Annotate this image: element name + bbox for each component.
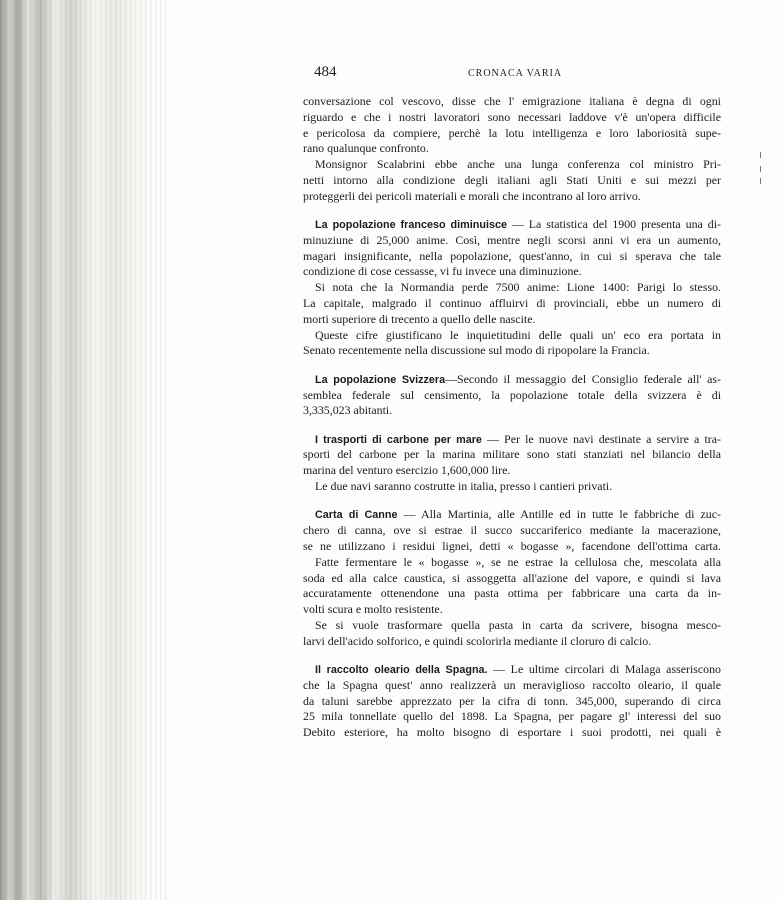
news-item <box>303 507 721 649</box>
text-line: magari insignificante, nella popolazione, quest'anno, in cui si sperava che tale <box>303 248 721 263</box>
book-binding-gutter <box>0 0 170 900</box>
text-line: Queste cifre giustificano le inquietitudini delle quali un' eco era portata in <box>315 327 721 342</box>
text-line: condizione di cose cessasse, vi fu invece una diminuzione. <box>303 264 582 279</box>
text-line: riguardo e che i nostri lavoratori sono necessari laddove v'è un'opera difficile <box>303 109 721 124</box>
section-heading: Carta di Canne <box>315 509 398 522</box>
text-run: —Secondo il messaggio del Consiglio federale all' as- <box>445 371 722 386</box>
text-line: Fatte fermentare le « bogasse », se ne estrae la cellulosa che, mescolata alla <box>315 554 721 569</box>
text-line: marina del venturo esercizio 1,600,000 lire. <box>303 463 511 478</box>
text-line <box>303 662 721 678</box>
text-line: conversazione col vescovo, disse che l' emigrazione italiana è degna di ogni <box>303 94 721 108</box>
section-heading: La popolazione Svizzera <box>315 373 446 386</box>
text-line: sporti del carbone per la marina militare sono stati stanziati nel bilancio della <box>303 447 721 462</box>
text-line: chero di canna, ove si estrae il succo succariferico mediante la macerazione, <box>303 523 721 538</box>
text-line: e pericolosa da compiere, perchè la lotu intelligenza e loro laboriosità supe- <box>303 125 721 140</box>
text-run: — Per le nuove navi destinate a servire a tra- <box>481 431 721 446</box>
news-item <box>303 432 721 495</box>
text-line <box>303 217 721 233</box>
text-line: che la Spagna quest' anno realizzerà un meraviglioso raccolto oleario, il quale <box>303 677 721 692</box>
paragraph <box>303 94 721 157</box>
text-line: La capitale, malgrado il continuo affluirvi di provinciali, ebbe un numero di <box>303 296 721 311</box>
running-title: CRONACA VARIA <box>468 68 563 79</box>
text-line: Se si vuole trasformare quella pasta in carta da scrivere, bisogna mesco- <box>315 617 721 632</box>
margin-marks <box>760 152 764 188</box>
text-line: accuratamente ottenendone una pasta ottima per fabbricare una carta da in- <box>303 586 721 601</box>
news-item <box>303 372 721 419</box>
text-line: da taluni sarebbe apprezzato per la cifra di tonn. 345,000, superando di circa <box>303 693 721 708</box>
text-line: se ne utilizzano i residui lignei, detti « bogasse », facendone dell'ottima carta. <box>303 538 721 553</box>
section-heading: Il raccolto oleario della Spagna. <box>315 664 488 676</box>
text-line: Debito esteriore, ha molto bisogno di esportare i suoi prodotti, nei quali è <box>303 725 721 740</box>
text-line: Le due navi saranno costrutte in italia, presso i cantieri privati. <box>315 479 613 494</box>
text-line: proteggerli dei pericoli materiali e morali che incontrano al loro arrivo. <box>303 188 641 203</box>
text-line: semblea federale sul censimento, la popolazione totale della svizzera è di <box>303 387 721 402</box>
text-line: 25 mila tonnellate quello del 1898. La Spagna, per pagare gl' interessi del suo <box>303 709 721 724</box>
text-line: Si nota che la Normandia perde 7500 anime: Lione 1400: Parigi lo stesso. <box>315 280 721 295</box>
text-line: minuziune di 25,000 anime. Così, mentre negli scorsi anni vi era un aumento, <box>303 232 721 247</box>
text-line <box>303 507 721 523</box>
text-run: — Alla Martinia, alle Antille ed in tutte le fabbriche di zuc- <box>397 507 721 522</box>
text-run: — La statistica del 1900 presenta una di- <box>506 217 721 232</box>
page-number: 484 <box>314 64 337 80</box>
text-line: soda ed alla calce caustica, si assoggetta all'azione del vapore, e quindi si lava <box>303 570 721 585</box>
page-body <box>303 94 721 741</box>
section-heading: I trasporti di carbone per mare <box>315 433 482 446</box>
news-item <box>303 662 721 741</box>
page-header <box>314 64 714 84</box>
text-line: larvi dell'acido solforico, e quindi scolorirla mediante il cloruro di calcio. <box>303 633 652 648</box>
text-line <box>303 432 721 448</box>
section-heading: La popolazione franceso diminuisce <box>315 219 507 232</box>
text-line: Senato recentemente nella discussione sul modo di ripopolare la Francia. <box>303 343 650 358</box>
text-line <box>303 372 721 388</box>
text-line: netti intorno alla condizione degli italiani agli Stati Uniti e sui mezzi per <box>303 172 721 187</box>
text-line: volti scura e molto resistente. <box>303 602 443 617</box>
news-item <box>303 217 721 359</box>
text-run: — Le ultime circolari di Malaga asseriscono <box>487 662 721 676</box>
text-line: Monsignor Scalabrini ebbe anche una lunga conferenza col ministro Pri- <box>315 157 721 172</box>
text-line: 3,335,023 abitanti. <box>303 403 393 418</box>
text-line: rano qualunque confronto. <box>303 141 429 156</box>
text-line: morti superiore di trecento a quello delle nascite. <box>303 311 536 326</box>
paragraph <box>303 157 721 204</box>
